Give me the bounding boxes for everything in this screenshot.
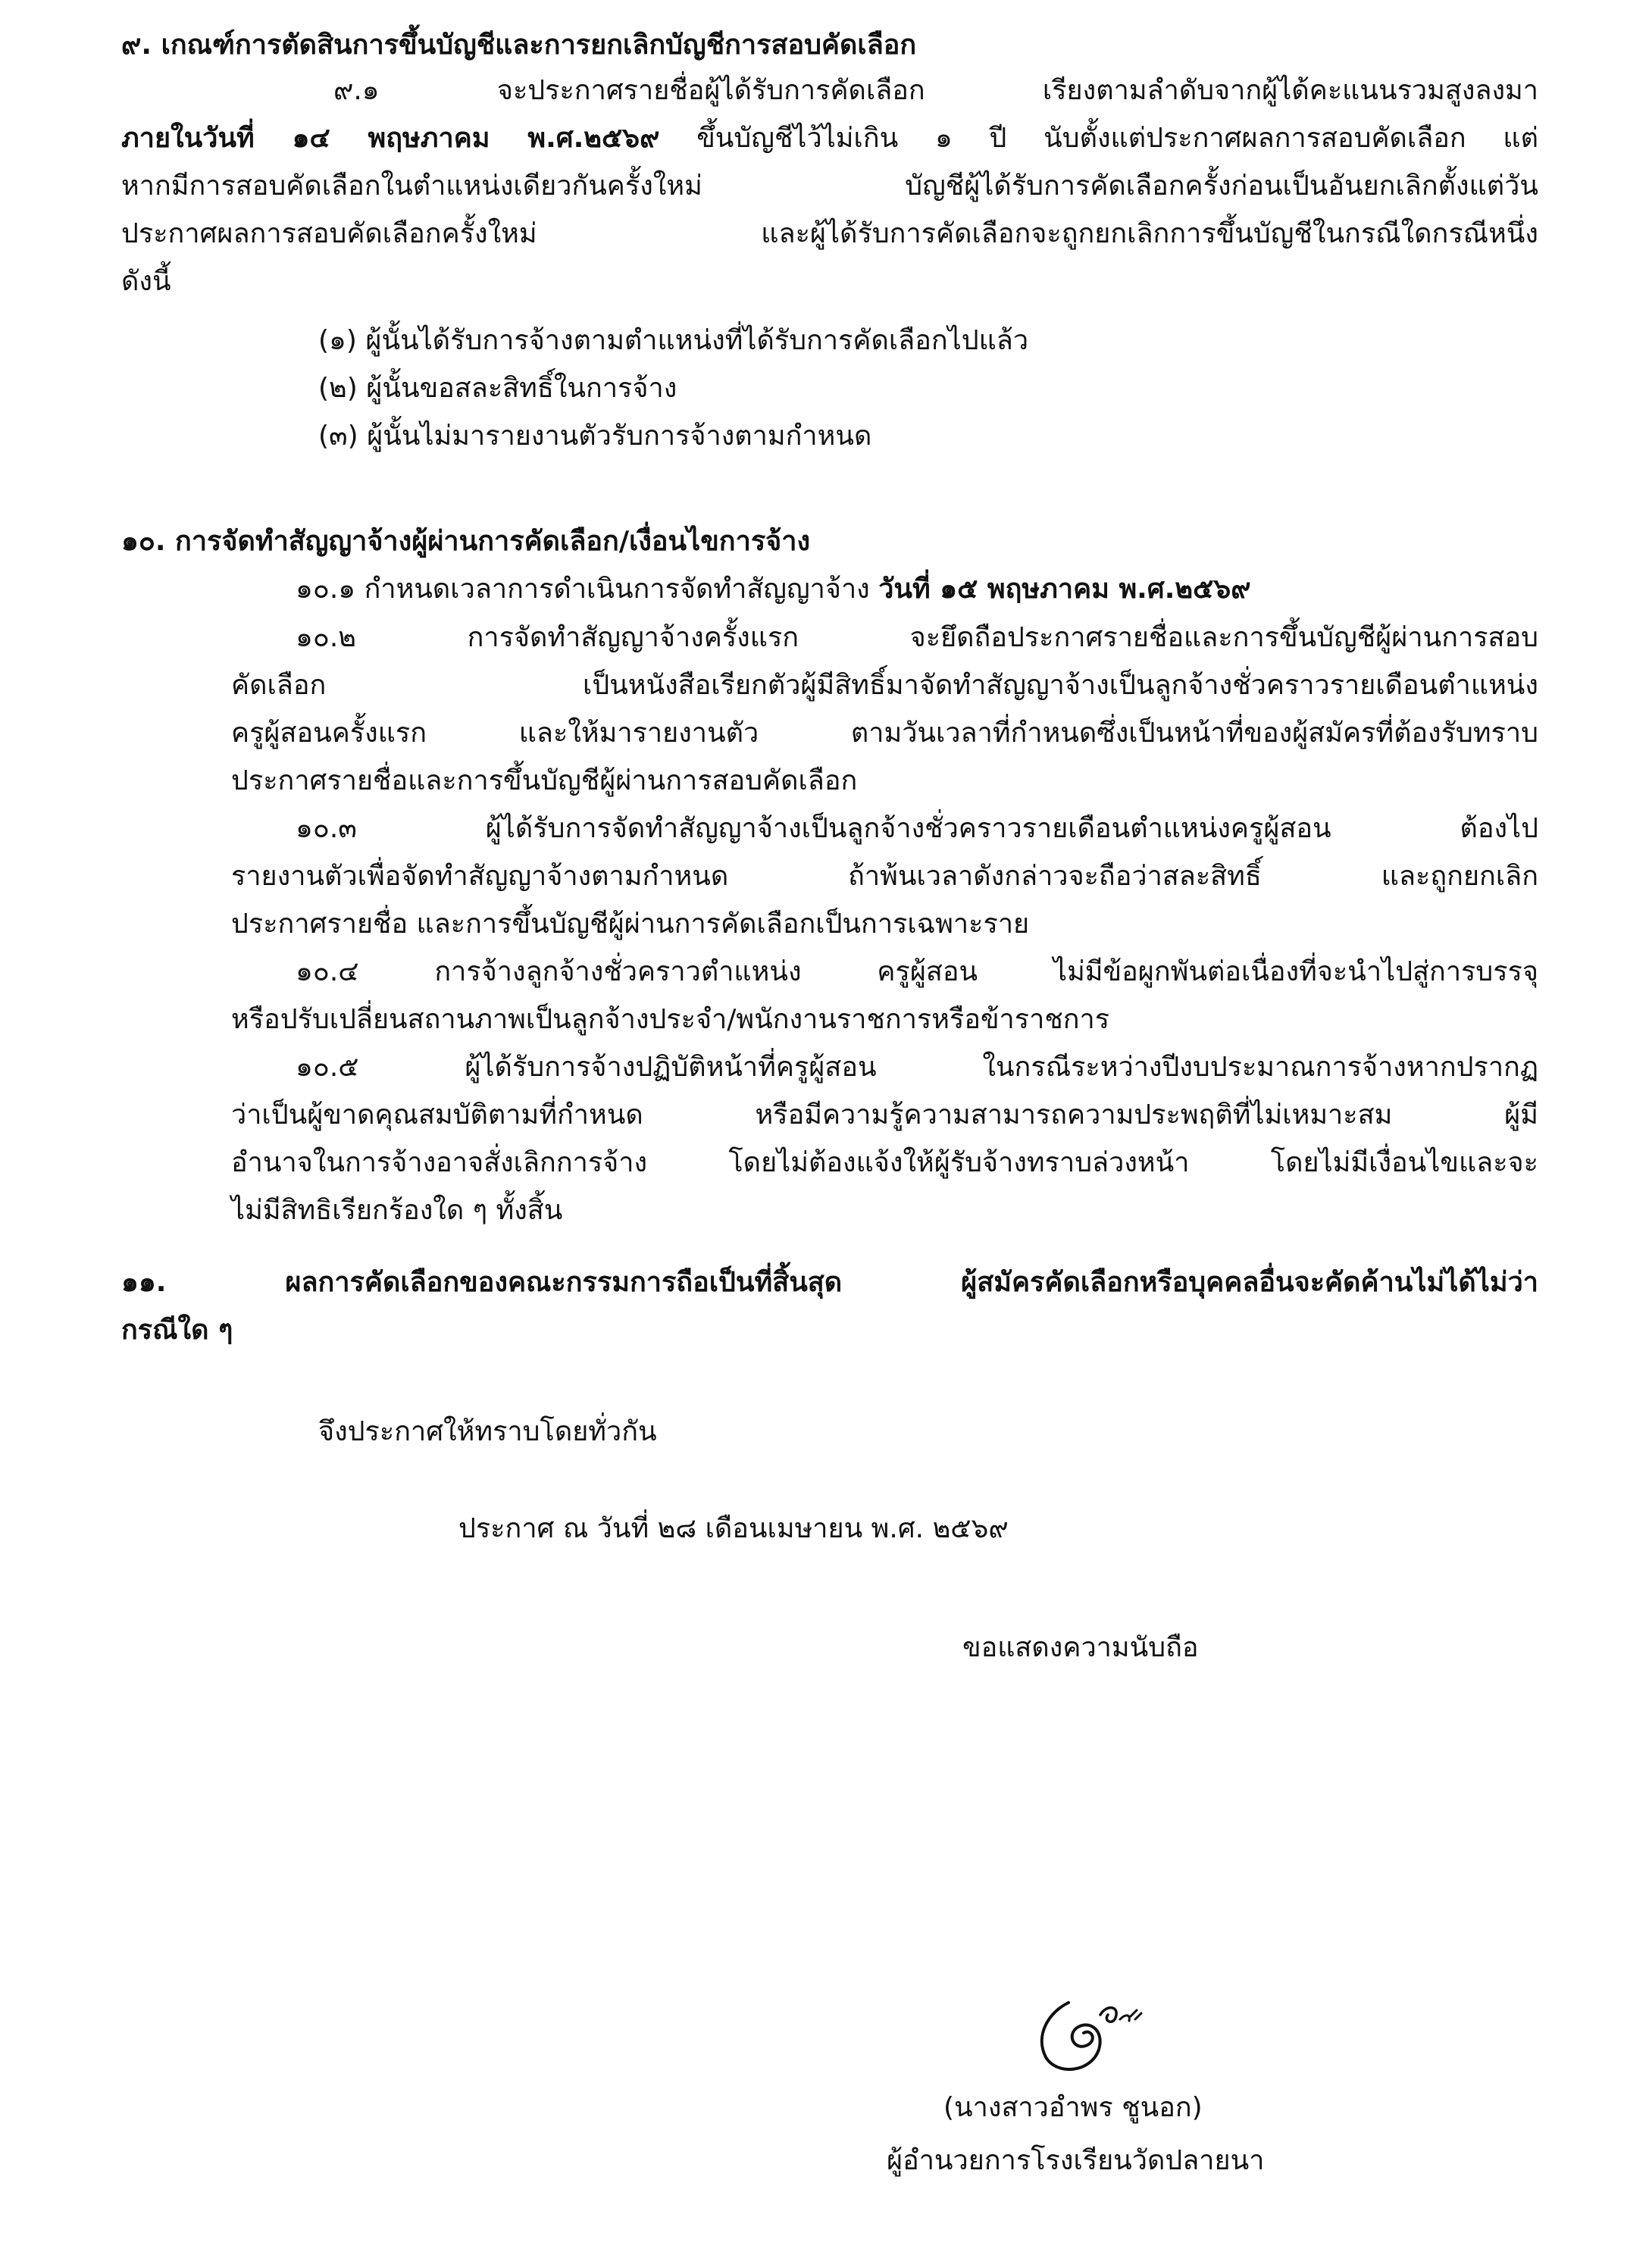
- section-10-5-line-1: ๑๐.๕ ผู้ได้รับการจ้างปฏิบัติหน้าที่ครูผู้สอน ในกรณีระหว่างปีงบประมาณการจ้างหากปรากฏ: [296, 1052, 1538, 1083]
- section-10-5-line-4: ไม่มีสิทธิเรียกร้องใด ๆ ทั้งสิ้น: [231, 1195, 563, 1226]
- section-10-1-date: วันที่ ๑๕ พฤษภาคม พ.ศ.๒๕๖๙: [878, 574, 1251, 605]
- signer-title: ผู้อำนวยการโรงเรียนวัดปลายนา: [887, 2145, 1265, 2176]
- section-10-3-line-3: ประกาศรายชื่อ และการขึ้นบัญชีผู้ผ่านการคัดเลือกเป็นการเฉพาะราย: [231, 909, 1030, 940]
- section-9-1-deadline: ภายในวันที่ ๑๔ พฤษภาคม พ.ศ.๒๕๖๙: [121, 123, 660, 154]
- section-9-1-line-2: [121, 116, 1538, 161]
- section-10-3-line-2: รายงานตัวเพื่อจัดทำสัญญาจ้างตามกำหนด ถ้าพ้นเวลาดังกล่าวจะถือว่าสละสิทธิ์ และถูกยกเลิก: [231, 861, 1538, 892]
- section-11-line-1: ๑๑. ผลการคัดเลือกของคณะกรรมการถือเป็นที่สิ้นสุด ผู้สมัครคัดเลือกหรือบุคคลอื่นจะคัดค้านไม่ได้ไม่ว่า: [121, 1267, 1538, 1298]
- section-10-5-line-2: ว่าเป็นผู้ขาดคุณสมบัติตามที่กำหนด หรือมีความรู้ความสามารถความประพฤติที่ไม่เหมาะสม ผู้มี: [231, 1099, 1538, 1131]
- section-10-2-line-3: ครูผู้สอนครั้งแรก และให้มารายงานตัว ตามวันเวลาที่กำหนดซึ่งเป็นหน้าที่ของผู้สมัครที่ต้องรับทราบ: [231, 718, 1538, 749]
- signature-image: [1015, 1981, 1197, 2080]
- signer-name: (นางสาวอำพร ชูนอก): [943, 2092, 1203, 2123]
- section-10-1-text: ๑๐.๑ กำหนดเวลาการดำเนินการจัดทำสัญญาจ้าง: [296, 574, 879, 605]
- section-9-heading: ๙. เกณฑ์การตัดสินการขึ้นบัญชีและการยกเลิกบัญชีการสอบคัดเลือก: [121, 30, 917, 61]
- section-9-1-line-4: ประกาศผลการสอบคัดเลือกครั้งใหม่ และผู้ได้รับการคัดเลือกจะถูกยกเลิกการขึ้นบัญชีในกรณีใดกรณีหนึ่ง: [121, 218, 1538, 249]
- section-10-2-line-4: ประกาศรายชื่อและการขึ้นบัญชีผู้ผ่านการสอบคัดเลือก: [231, 765, 858, 796]
- announcement-closing: จึงประกาศให้ทราบโดยทั่วกัน: [318, 1416, 657, 1447]
- section-10-1: [296, 567, 1251, 612]
- section-10-2-line-1: ๑๐.๒ การจัดทำสัญญาจ้างครั้งแรก จะยึดถือประกาศรายชื่อและการขึ้นบัญชีผู้ผ่านการสอบ: [296, 622, 1538, 653]
- section-10-4-line-2: หรือปรับเปลี่ยนสถานภาพเป็นลูกจ้างประจำ/พนักงานราชการหรือข้าราชการ: [231, 1004, 1110, 1035]
- section-9-item-1: (๑) ผู้นั้นได้รับการจ้างตามตำแหน่งที่ได้รับการคัดเลือกไปแล้ว: [318, 325, 1029, 356]
- section-9-1-line-3: หากมีการสอบคัดเลือกในตำแหน่งเดียวกันครั้งใหม่ บัญชีผู้ได้รับการคัดเลือกครั้งก่อนเป็นอันยกเลิกตั้งแต่วัน: [121, 170, 1538, 202]
- section-9-item-2: (๒) ผู้นั้นขอสละสิทธิ์ในการจ้าง: [318, 373, 677, 404]
- section-9-item-3: (๓) ผู้นั้นไม่มารายงานตัวรับการจ้างตามกำหนด: [318, 421, 872, 452]
- section-10-5-line-3: อำนาจในการจ้างอาจสั่งเลิกการจ้าง โดยไม่ต้องแจ้งให้ผู้รับจ้างทราบล่วงหน้า โดยไม่มีเงื่อนไขและจะ: [231, 1147, 1538, 1178]
- section-9-1-line-1: ๙.๑ จะประกาศรายชื่อผู้ได้รับการคัดเลือก เรียงตามลำดับจากผู้ได้คะแนนรวมสูงลงมา: [333, 75, 1538, 106]
- section-10-4-line-1: ๑๐.๔ การจ้างลูกจ้างชั่วคราวตำแหน่ง ครูผู้สอน ไม่มีข้อผูกพันต่อเนื่องที่จะนำไปสู่การบรรจุ: [296, 956, 1538, 987]
- regards-line: ขอแสดงความนับถือ: [962, 1632, 1199, 1663]
- announcement-date: ประกาศ ณ วันที่ ๒๘ เดือนเมษายน พ.ศ. ๒๕๖๙: [458, 1513, 1009, 1544]
- section-10-heading: ๑๐. การจัดทำสัญญาจ้างผู้ผ่านการคัดเลือก/เงื่อนไขการจ้าง: [121, 526, 811, 557]
- section-10-3-line-1: ๑๐.๓ ผู้ได้รับการจัดทำสัญญาจ้างเป็นลูกจ้างชั่วคราวรายเดือนตำแหน่งครูผู้สอน ต้องไป: [296, 813, 1538, 844]
- section-11-line-2: กรณีใด ๆ: [121, 1315, 233, 1346]
- section-10-2-line-2: คัดเลือก เป็นหนังสือเรียกตัวผู้มีสิทธิ์มาจัดทำสัญญาจ้างเป็นลูกจ้างชั่วคราวรายเดือนตำแหน่ง: [231, 670, 1538, 701]
- section-9-1-line-5: ดังนี้: [121, 266, 171, 297]
- section-9-1-line-2-rest: ขึ้นบัญชีไว้ไม่เกิน ๑ ปี นับตั้งแต่ประกาศผลการสอบคัดเลือก แต่: [659, 123, 1538, 154]
